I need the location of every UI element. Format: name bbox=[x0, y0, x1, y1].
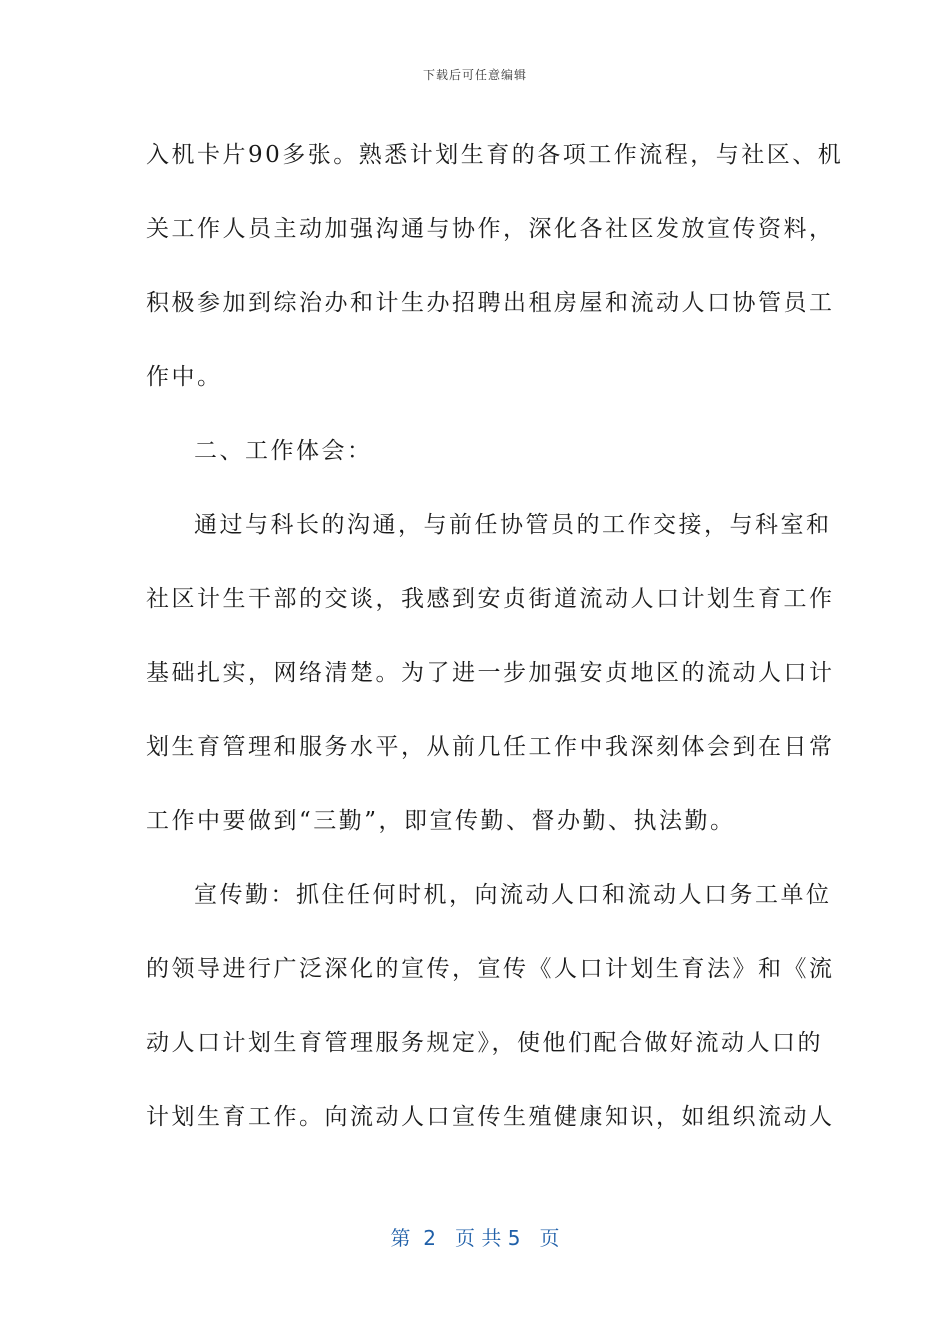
text-line: 动人口计划生育管理服务规定》，使他们配合做好流动人口的 bbox=[146, 1030, 823, 1056]
text-line: 工作中要做到“三勤”，即宣传勤、督办勤、执法勤。 bbox=[146, 808, 736, 834]
document-body bbox=[146, 118, 844, 1154]
text-line: 宣传勤：抓住任何时机，向流动人口和流动人口务工单位 bbox=[194, 882, 832, 908]
text-line: 作中。 bbox=[146, 364, 223, 390]
text-line: 社区计生干部的交谈，我感到安贞街道流动人口计划生育工作 bbox=[146, 586, 835, 612]
text-line: 通过与科长的沟通，与前任协管员的工作交接，与科室和 bbox=[194, 512, 832, 538]
text-line: 划生育管理和服务水平，从前几任工作中我深刻体会到在日常 bbox=[146, 734, 835, 760]
text-line: 基础扎实，网络清楚。为了进一步加强安贞地区的流动人口计 bbox=[146, 660, 835, 686]
header-note: 下载后可任意编辑 bbox=[422, 68, 527, 82]
text-line: 关工作人员主动加强沟通与协作，深化各社区发放宣传资料， bbox=[146, 216, 835, 242]
section-heading: 二、工作体会： bbox=[194, 438, 373, 464]
text-line: 计划生育工作。向流动人口宣传生殖健康知识，如组织流动人 bbox=[146, 1104, 835, 1130]
text-line: 积极参加到综治办和计生办招聘出租房屋和流动人口协管员工 bbox=[146, 290, 835, 316]
text-line: 的领导进行广泛深化的宣传，宣传《人口计划生育法》和《流 bbox=[146, 956, 835, 982]
page-number-footer: 第 2 页 共 5 页 bbox=[390, 1226, 560, 1250]
text-line: 入机卡片90多张。熟悉计划生育的各项工作流程，与社区、机 bbox=[146, 142, 844, 168]
